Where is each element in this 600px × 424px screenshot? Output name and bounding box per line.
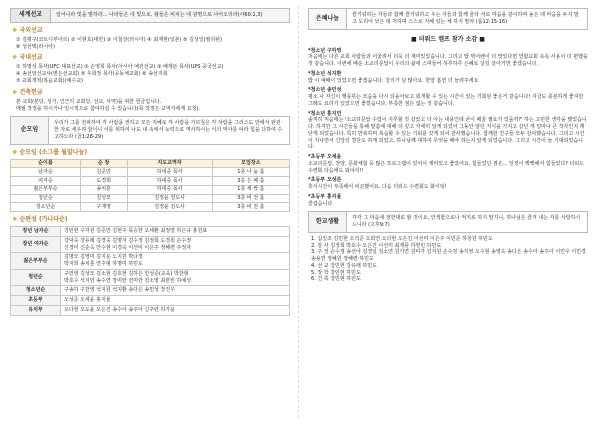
table-cell: 김정윤 전도사 [127, 203, 212, 212]
table-cell: 3층 은 혜 홀 [212, 177, 289, 186]
group-name: 젊은부부순 [11, 253, 61, 270]
table-cell: 구재영 [80, 203, 127, 212]
testimonies [308, 48, 588, 208]
group-members: 오성준 오세윤 홍지율 [61, 296, 290, 306]
soon-members-table [10, 226, 290, 316]
table-row [11, 305, 290, 315]
table-row [11, 177, 290, 186]
testimony-author: *초등부 홍지율 [308, 193, 342, 200]
table-cell: 하대중 목사 [127, 168, 212, 177]
table-cell: 도경희 [80, 177, 127, 186]
column-header: 모임장소 [212, 159, 289, 168]
table-cell: 3층 비 전 홀 [212, 194, 289, 203]
table-cell: 청소년순 [11, 203, 81, 212]
domestic-section [12, 54, 290, 62]
table-row [11, 236, 290, 253]
offering-line: 4. 선 교 강민현 강유래 하민도 [311, 262, 377, 269]
mission-tag: 세계선교 [11, 9, 51, 22]
bullet-icon: ❖ [12, 88, 20, 96]
table-row [11, 296, 290, 306]
building-section [12, 89, 290, 97]
building-line: 본 교회(본당, 성가, 인근의 교회당, 선교, 사역)을 위한 헌금입니다. [16, 98, 162, 105]
group-name: 유치부 [11, 305, 61, 315]
offering-line: 2. 감 사 김정희 박호수 오은진 이선미 최재풍 하영민 하민도 [311, 242, 442, 249]
table-row [11, 194, 290, 203]
testimony-author: *청소년 송민성 [308, 87, 342, 94]
sun-section [12, 216, 290, 224]
domestic-title: 국내선교 [19, 54, 43, 62]
group-members: 강덕숙 강유래 김경숙 김명자 김수정 김정희 도경희 손수정 신경미 신순옥 안수현 이경숙 이선미 이은주 정혜련 주정자 [61, 236, 290, 253]
group-name: 장년 여자순 [11, 236, 61, 253]
building-title: 건축헌금 [19, 88, 43, 96]
group-members: 김명모 김영미 김지운 노지원 박다정 박지희 송치훈 연주형 하명미 하민도 [61, 253, 290, 270]
mogum-title: 순모임 (소그룹 월말나눔) [19, 148, 88, 156]
table-cell: 송치훈 [80, 185, 127, 194]
column-divider [298, 6, 299, 418]
offering-line: 1. 십일조 김민현 오석준 오희연 오다현 오은진 이선미 이은주 이민준 하창원 하민도 [311, 235, 493, 242]
offering-list [308, 236, 588, 283]
blessing-box [308, 8, 588, 30]
blessing-tag: 은혜나눔 [309, 9, 347, 29]
group-members: 구민영 김성모 김소현 김호현 김하은 민성준(교육) 박찬형 박호수 석지민 송수연 장미란 전미란 전소영 최한빈 하예성 [61, 269, 290, 286]
table-cell: 1층 새 싹 홀 [212, 185, 289, 194]
mission-verse: 일어나라 빛을 발하라... 나라들은 네 빛으로, 왕들은 비치는 네 광명으로 나아오리라(사60:1,3) [56, 12, 263, 18]
table-cell: 3층 비 전 홀 [212, 203, 289, 212]
testimony-author: *청소년 홍지민 [308, 110, 342, 117]
building-line: 매월 작정을 하시거나 일시적으로 참여하실 수 있습니다(목 작정은 교역자에게 요청). [16, 105, 201, 112]
bullet-icon: ❖ [12, 148, 20, 156]
table-row [11, 286, 290, 296]
testimony-text: 즐겁습니다 [308, 200, 333, 207]
table-header-row [11, 159, 290, 168]
table-cell: 김준만 [80, 168, 127, 177]
table-cell: 김성모 [80, 194, 127, 203]
testimony-text: 처음에는 다른 교회 사람들과 어울려서 더욱 더 재미있었습니다. 그리고 밥 뷔어벤이 더 맛있다면 연합교회 속속 사용이 더 편했을 것 같습니다. 이번에 배운 소교리문답이 우리의 삶에 스며들어 하루하루 은혜로 살길 살아가면 좋겠습니다. [308, 54, 588, 68]
overseas-title: 국외선교 [19, 26, 43, 34]
testimony-text: 밥 이 예배이 있었으면 좋겠습니다. 강의가 넘 많아요. 한양 흡연 더 늘려주세요 [308, 77, 479, 84]
overseas-line: ① 김평구(코트디부아르) ② 이현호(대만) ③ 이철선(러시아) ④ 최재현(일본) ⑤ 김성일(필리핀) [16, 36, 222, 43]
right-column [308, 8, 588, 283]
column-header: 순이름 [11, 159, 81, 168]
offering-verse: 각각 그 마음에 정한대로 할 것이요, 인색함으로나 억지로 하지 말지니, 하나님은 즐겨 내는 자를 사랑하시느니라 (고후9:7) [352, 215, 581, 229]
table-row [11, 227, 290, 237]
testimony-author: *초등부 오성준 [308, 177, 342, 184]
bullet-icon: ❖ [12, 26, 20, 34]
offering-line: 5. 장 학 강민현 하민도 [311, 269, 361, 276]
testimony-author: *청소년 석지환 [308, 70, 342, 77]
group-members: 구송하 구찬영 석지원 석지환 송다은 송민성 장진우 [61, 286, 290, 296]
table-cell: 청년순 [11, 194, 81, 203]
mission-banner [10, 8, 290, 23]
offering-line: 3. 주 정 손수정 송선아 김경일 김소연 김기연 김미가 김지원 손수정 송지영 오수현 송영옥 송다은 송수아 송주아 이민우 이민경 송용연 정혜원 정혜련 하민도 [311, 249, 586, 263]
offering-tag: 한교생활 [309, 212, 347, 232]
overseas-line: ⑥ 성선택(러시아) [16, 43, 55, 50]
table-cell: 하대중 목사 [127, 185, 212, 194]
soon-tag: 순모임 [11, 117, 49, 143]
left-column [10, 8, 290, 316]
domestic-line: ⑦ 교회개척(복음교회)(예수교) [16, 77, 84, 84]
group-name: 장년 남자순 [11, 227, 61, 237]
testimony-text: 휴식시간이 부족해서 피곤했어요. 다음 더워드 수련회도 화이팅! [308, 184, 447, 191]
group-name: 청년순 [11, 269, 61, 286]
group-name: 청소년순 [11, 286, 61, 296]
testimony-author: *초등부 오세윤 [308, 154, 342, 161]
group-members: 오다현 오도윤 오은진 송수아 송주아 신주란 허가윤 [61, 305, 290, 315]
group-name: 초등부 [11, 296, 61, 306]
table-cell: 여자순 [11, 177, 81, 186]
table-cell: 남자순 [11, 168, 81, 177]
group-members: 강민현 구자원 김준만 김현주 목승한 오세환 최정열 하은규 홍원표 [61, 227, 290, 237]
column-header: 순 장 [80, 159, 127, 168]
column-header: 지도교역자 [127, 159, 212, 168]
table-row [11, 203, 290, 212]
testimony-text: 솔직히 처음에는 '소교리문답 수업이 지루할 것 같았고 다 아는 내용인데 굳이 배울 필요가 있을까?' 하는 고민한 생각을 했었습니다. 하지만 그 시간들을 통해 말씀에 대해 더 깊고 자세히 알게 되었어 그동안 알던 지식을 가지고 살던 게 얼마나 큰 착각인지 깨닫게 되었습니다. 특히 반복하며 복습할 수 있는 기회를 갖게 되어 감사했습니다. 함께한 친구들 모두 감사했습니다. 그리고 시간이 지나면서 신앙의 결단도 하게 되었고, 하나님께 대하여 무엇을 해야 하는지 알게 되었습니다. 그리고 시간이 늘 기대되었습니다. [308, 117, 587, 151]
offering-box [308, 211, 588, 233]
table-cell: 1층 나 눔 홀 [212, 168, 289, 177]
soon-meeting-table [10, 159, 290, 213]
blessing-verse: 즐거워하는 자들과 함께 즐거워하고 우는 자들과 함께 울라 서로 마음을 같이하며 높은 데 마음을 두지 말고 도리어 낮은 데 처하며 스스로 지혜 있는 체 하지 말라 (롬12:15-16) [352, 12, 579, 25]
testimony-text: 평소 나 자신이 행동하는 모습을 다시 되돌아보고 회개할 수 있는 시간이 있는 기회된 좋은거 같습니다! 지금도 충분하게 좋지만 그래도 요리가 있었으면 좋겠습니다. 부족한 점은 없는 것 같습니다. [308, 94, 584, 107]
table-row [11, 269, 290, 286]
testimony-text: 소교리문답, 찬양, 문화체험 등 많은 프로그램이 있어서 재미있고 좋았어요. 힘들었던 점은... 일정이 빡빡해서 힘들었다? 더워드 수련회 다음에도 와야지!! [308, 160, 584, 174]
sun-title: 순편성 (가나다순) [19, 216, 68, 224]
table-cell: 김정윤 전도사 [127, 194, 212, 203]
table-row [11, 185, 290, 194]
table-row [11, 253, 290, 270]
overseas-section [12, 27, 290, 35]
soon-prayer-box [10, 116, 290, 144]
testimony-author: *청소년 구하영 [308, 47, 342, 54]
table-cell: 하대중 목사 [127, 177, 212, 186]
bullet-icon: ❖ [12, 54, 20, 62]
camp-review-title: ■ 더워드 캠프 참가 소감 ■ [411, 35, 485, 43]
offering-line: 6. 건 축 강민현 하민도 [311, 276, 361, 283]
table-row [11, 168, 290, 177]
table-cell: 젊은부부순 [11, 185, 81, 194]
domestic-line: ① 하명성 목사(UFC 대표선교) ② 손영희 목사(아시아 예전선교) ③ 배재돈 목사(UPS 중국선교) [16, 64, 224, 71]
domestic-line: ④ 송선임선교사(변은선교회) ⑤ 우희정 목사(공동체교회) ⑥ 송선지회 [16, 71, 168, 78]
bullet-icon: ❖ [12, 216, 20, 224]
mogum-section [12, 149, 290, 157]
soon-verse: 우리가 그를 전파하여 각 사람을 권하고 모든 지혜로 각 사람을 가르침은 각 사람을 그리스도 안에서 완전한 자로 세우려 함이니 이를 위하여 나도 내 속에서 능력으로 역사하시는 이의 역사를 따라 힘을 다하여 수고하노라 (골1:28-29) [54, 120, 283, 140]
